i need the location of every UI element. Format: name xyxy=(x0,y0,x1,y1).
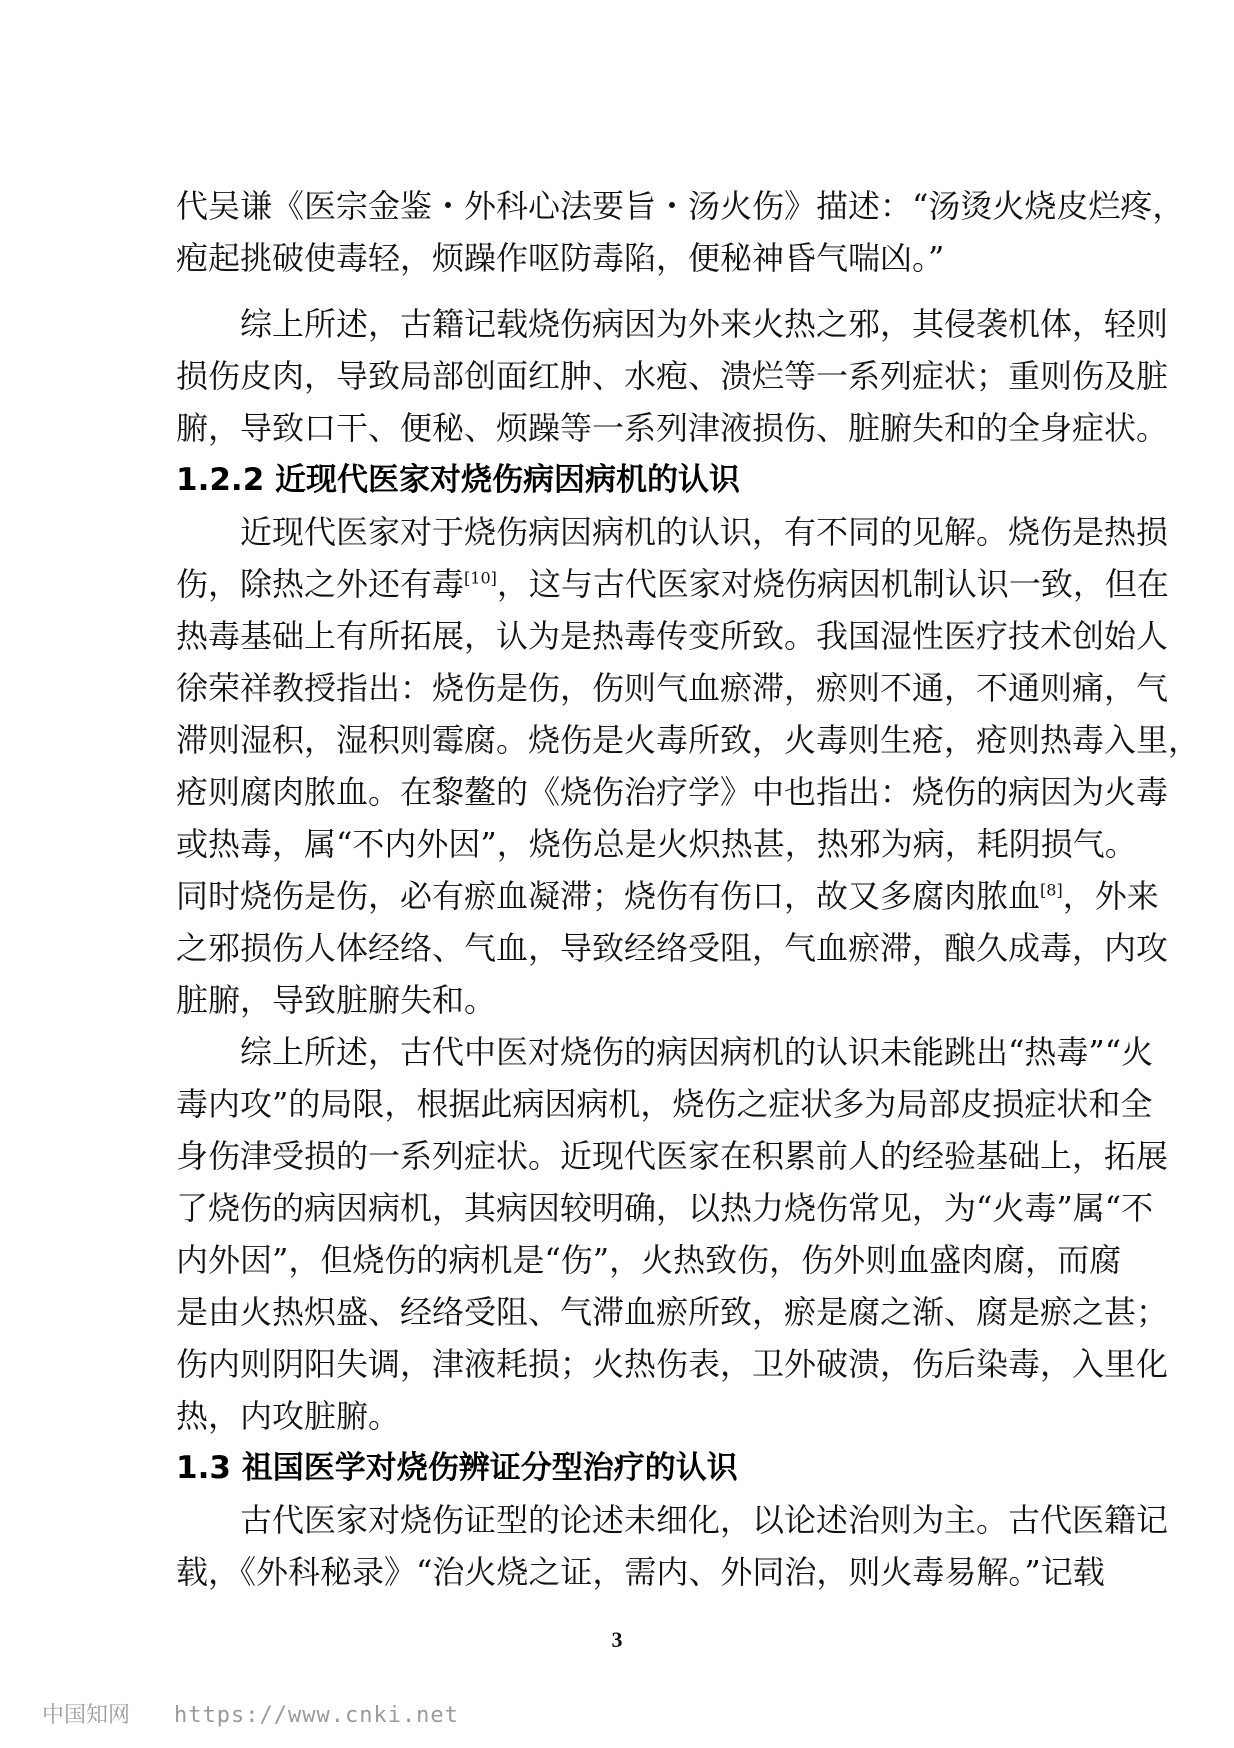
text-line: 或热毒，属“不内外因”，烧伤总是火炽热甚，热邪为病，耗阴损气。 xyxy=(176,825,1137,863)
text-line: 近现代医家对于烧伤病因病机的认识，有不同的见解。烧伤是热损 xyxy=(240,513,1169,551)
body-text xyxy=(176,180,1201,1598)
footer-site-name: 中国知网 xyxy=(42,1703,131,1728)
text-line: 热毒基础上有所拓展，认为是热毒传变所致。我国湿性医疗技术创始人 xyxy=(176,617,1169,655)
text-line: 毒内攻”的局限，根据此病因病机，烧伤之症状多为局部皮损症状和全 xyxy=(176,1085,1153,1123)
section-heading: 1.2.2 近现代医家对烧伤病因病机的认识 xyxy=(176,462,741,498)
text-line: 伤内则阴阳失调，津液耗损；火热伤表，卫外破溃，伤后染毒，入里化 xyxy=(176,1345,1169,1383)
text-line: 综上所述，古代中医对烧伤的病因病机的认识未能跳出“热毒”“火 xyxy=(240,1033,1154,1071)
text-line: 疮则腐肉脓血。在黎鳌的《烧伤治疗学》中也指出：烧伤的病因为火毒 xyxy=(176,773,1169,811)
text-line: 损伤皮肉，导致局部创面红肿、水疱、溃烂等一系列症状；重则伤及脏 xyxy=(176,357,1169,395)
text-line: 古代医家对烧伤证型的论述未细化，以论述治则为主。古代医籍记 xyxy=(240,1501,1169,1539)
text-line: 滞则湿积，湿积则霉腐。烧伤是火毒所致，火毒则生疮，疮则热毒入里， xyxy=(176,721,1201,759)
line-text: 同时烧伤是伤，必有瘀血凝滞；烧伤有伤口，故又多腐肉脓血 xyxy=(176,877,1041,915)
line-text: 伤，除热之外还有毒 xyxy=(176,565,465,603)
text-line: 综上所述，古籍记载烧伤病因为外来火热之邪，其侵袭机体，轻则 xyxy=(240,305,1169,343)
page-number: 3 xyxy=(611,1627,623,1652)
citation-ref: [10] xyxy=(464,568,497,588)
line-text: ，外来 xyxy=(1062,877,1159,915)
paragraph xyxy=(176,1026,1169,1442)
text-line: 腑，导致口干、便秘、烦躁等一系列津液损伤、脏腑失和的全身症状。 xyxy=(176,409,1169,447)
text-line: 热，内攻脏腑。 xyxy=(176,1397,401,1435)
text-line: 身伤津受损的一系列症状。近现代医家在积累前人的经验基础上，拓展 xyxy=(176,1137,1169,1175)
text-line: 是由火热炽盛、经络受阻、气滞血瘀所致，瘀是腐之渐、腐是瘀之甚； xyxy=(176,1293,1169,1331)
footer-url[interactable]: https://www.cnki.net xyxy=(174,1703,459,1728)
text-line: 疱起挑破使毒轻，烦躁作呕防毒陷，便秘神昏气喘凶。” xyxy=(176,239,945,277)
paragraph xyxy=(176,1494,1169,1598)
text-line: 徐荣祥教授指出：烧伤是伤，伤则气血瘀滞，瘀则不通，不通则痛，气 xyxy=(176,669,1169,707)
text-line: 了烧伤的病因病机，其病因较明确，以热力烧伤常见，为“火毒”属“不 xyxy=(176,1189,1154,1227)
paragraph xyxy=(176,506,1201,1026)
text-line xyxy=(176,870,1159,922)
text-line: 内外因”，但烧伤的病机是“伤”，火热致伤，伤外则血盛肉腐，而腐 xyxy=(176,1241,1122,1279)
text-line: 之邪损伤人体经络、气血，导致经络受阻，气血瘀滞，酿久成毒，内攻 xyxy=(176,929,1169,967)
footer-watermark xyxy=(42,1698,459,1729)
citation-ref: [8] xyxy=(1040,880,1063,900)
text-line xyxy=(176,558,1169,610)
paragraph xyxy=(176,298,1169,454)
line-text: ，这与古代医家对烧伤病因机制认识一致，但在 xyxy=(496,565,1169,603)
text-line: 载，《外科秘录》“治火烧之证，需内、外同治，则火毒易解。”记载 xyxy=(176,1553,1105,1591)
section-heading: 1.3 祖国医学对烧伤辨证分型治疗的认识 xyxy=(176,1450,738,1486)
text-line: 脏腑，导致脏腑失和。 xyxy=(176,981,497,1019)
paragraph xyxy=(176,180,1185,284)
text-line: 代吴谦《医宗金鉴・外科心法要旨・汤火伤》描述：“汤烫火烧皮烂疼， xyxy=(176,187,1185,225)
